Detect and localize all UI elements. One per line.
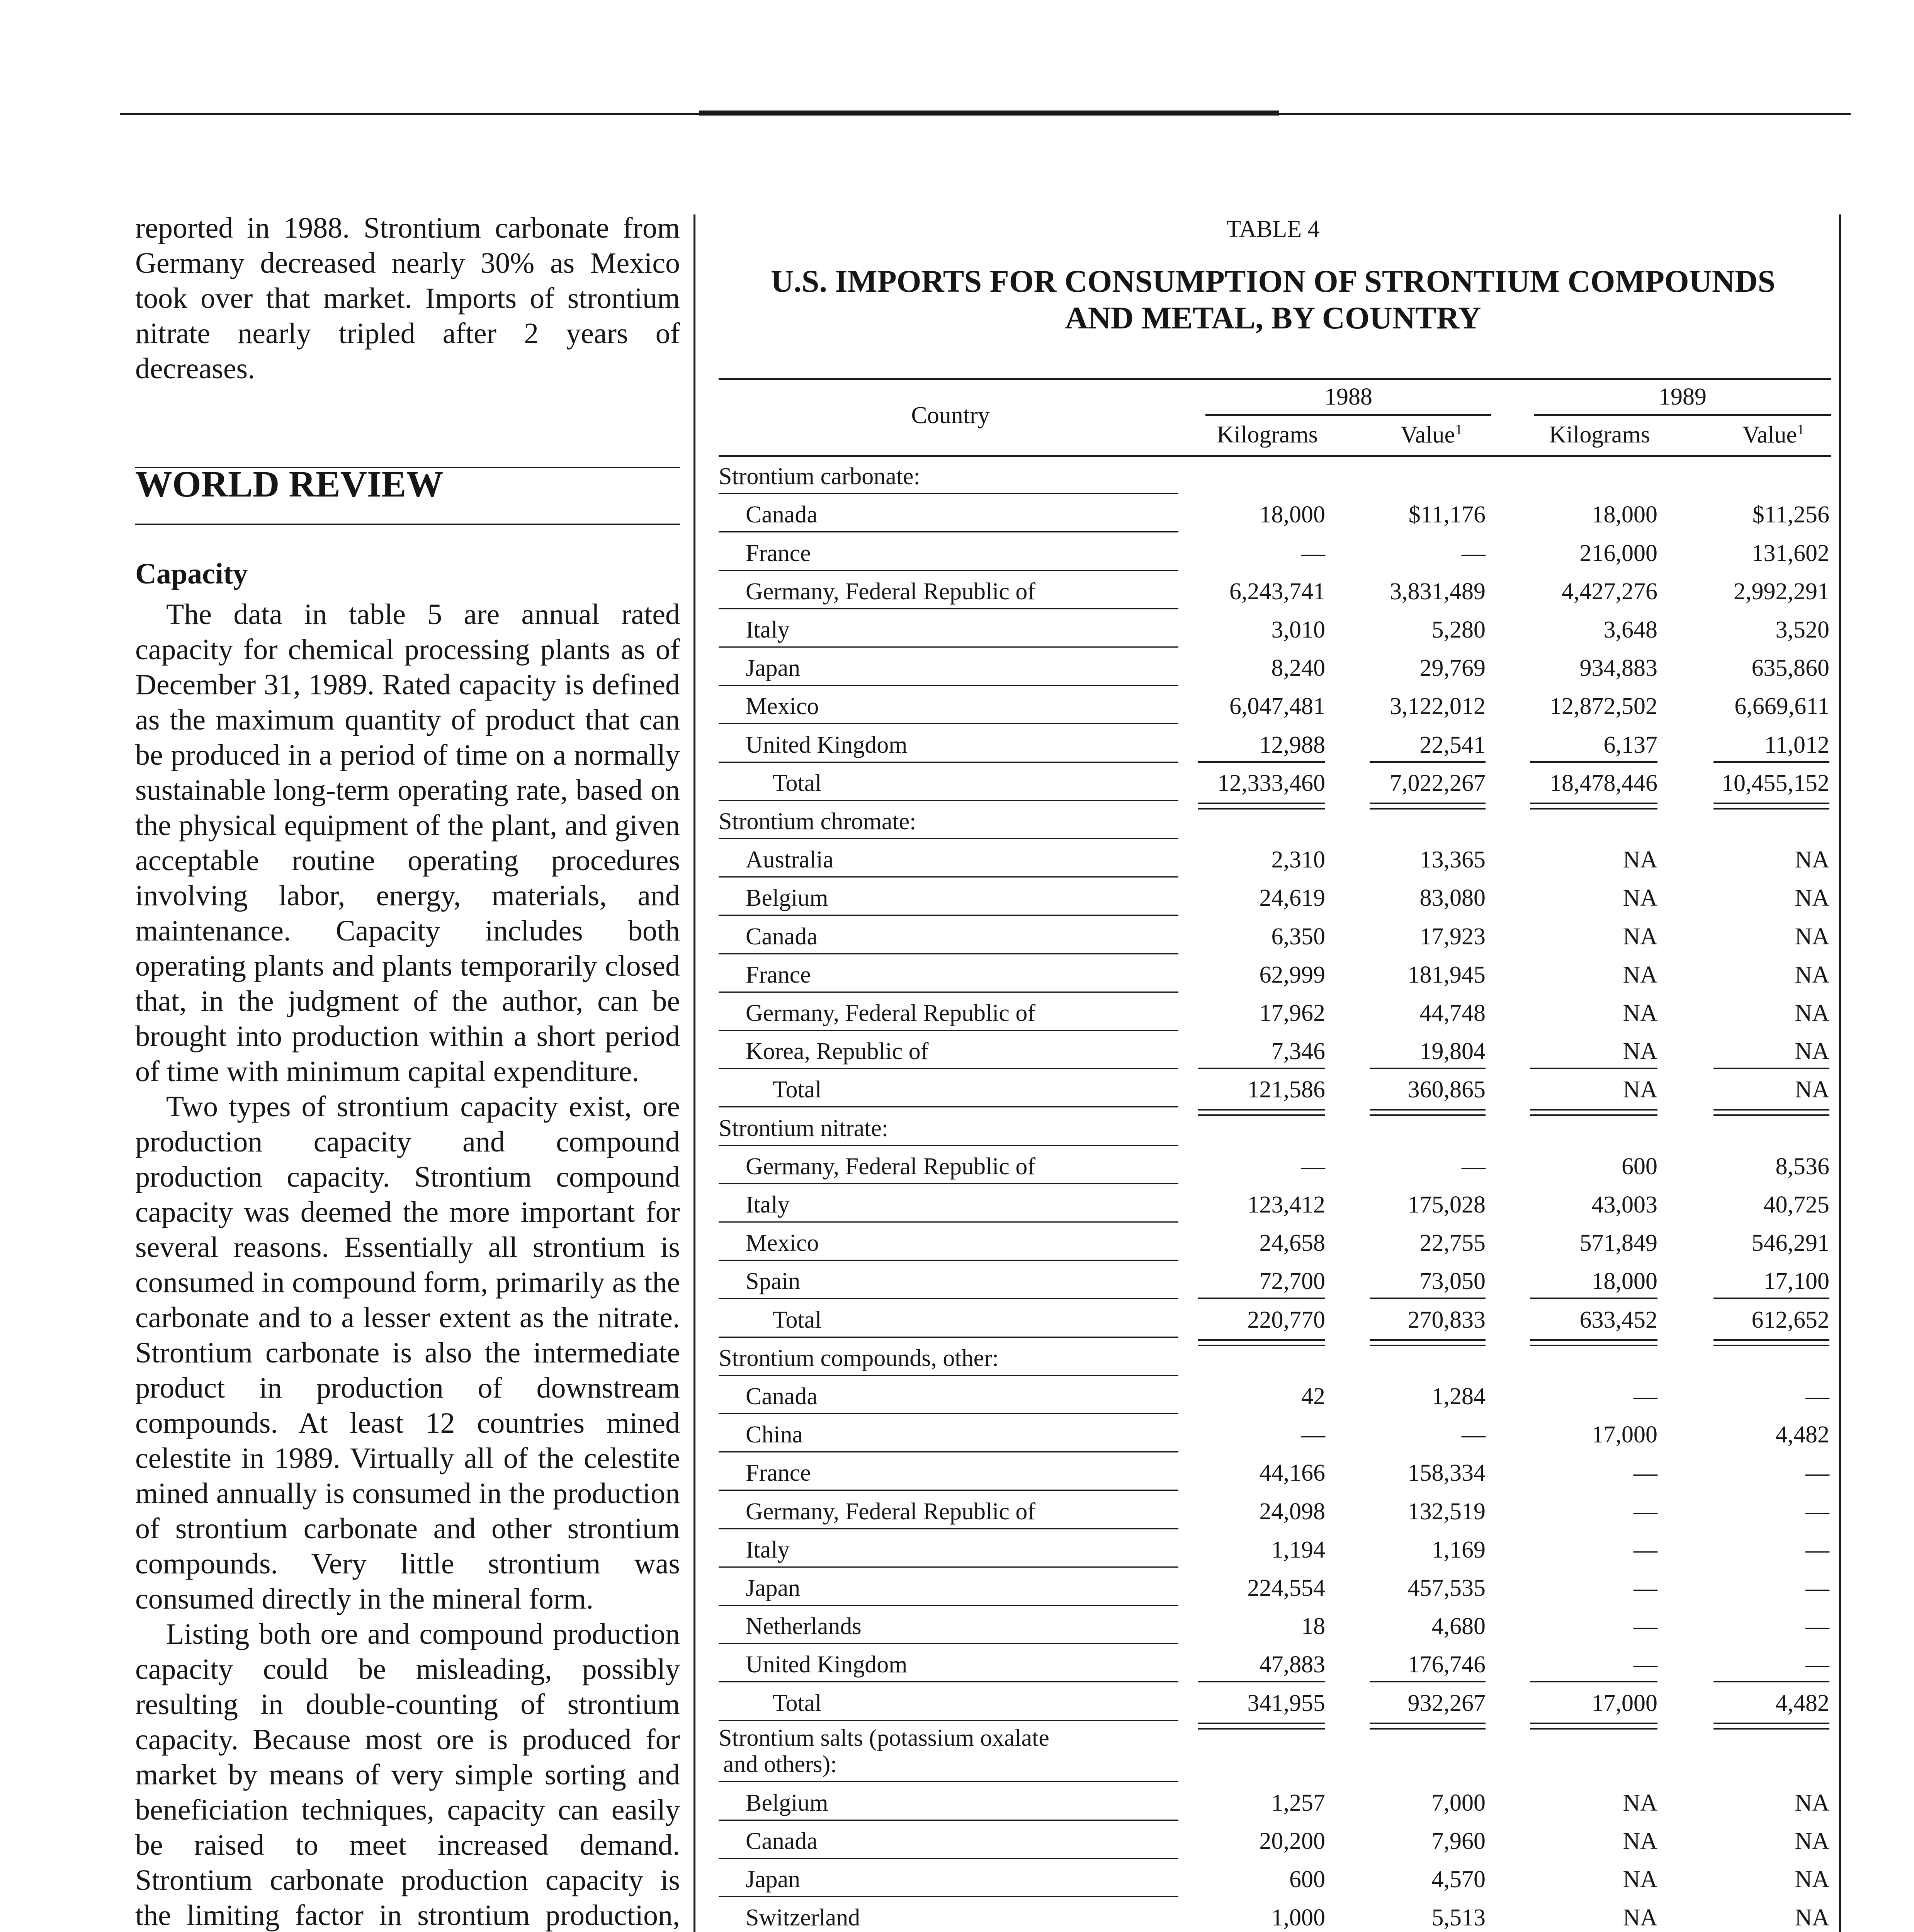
cell-value: 24,098 <box>1259 1498 1325 1525</box>
table-total-row <box>719 763 1831 801</box>
subheading: Capacity <box>135 558 248 590</box>
cell-value: NA <box>1795 1828 1829 1854</box>
cell-value: 18,000 <box>1591 502 1657 528</box>
table-row <box>719 1031 1831 1069</box>
table-row <box>719 532 1831 571</box>
cell-value: 47,883 <box>1259 1651 1325 1678</box>
cell-value: 4,680 <box>1431 1613 1486 1640</box>
header-value-1988: Value$^1$ <box>1400 422 1463 448</box>
cell-value: $11,176 <box>1408 502 1486 528</box>
cell-value: — <box>1805 1575 1829 1601</box>
row-label: Strontium salts (potassium oxalate <box>719 1725 1049 1751</box>
row-label: Italy <box>746 1536 790 1563</box>
cell-value: 7,346 <box>1271 1038 1325 1065</box>
cell-value: 17,000 <box>1591 1690 1657 1716</box>
cell-value: 3,831,489 <box>1390 578 1486 605</box>
column-divider-left <box>694 214 695 1932</box>
table-title-line: U.S. IMPORTS FOR CONSUMPTION OF STRONTIUM COMPOUNDS <box>771 264 1775 299</box>
table-row <box>719 916 1831 954</box>
table-row <box>719 993 1831 1031</box>
row-label: Japan <box>746 1575 801 1601</box>
cell-value: 3,648 <box>1603 616 1657 643</box>
header-kilograms-1989: Kilograms <box>1549 422 1650 448</box>
cell-value: 18,478,446 <box>1550 770 1657 796</box>
cell-value: 216,000 <box>1579 540 1657 566</box>
row-label: Strontium nitrate: <box>719 1115 889 1141</box>
cell-value: — <box>1805 1498 1829 1525</box>
cell-value: 635,860 <box>1751 655 1829 682</box>
cell-value: — <box>1634 1613 1657 1640</box>
cell-value: — <box>1462 1422 1486 1448</box>
row-label: Japan <box>746 655 801 682</box>
cell-value: 83,080 <box>1419 885 1486 912</box>
table-row <box>719 1859 1831 1897</box>
cell-value: 7,960 <box>1431 1828 1486 1854</box>
cell-value: 42 <box>1301 1383 1325 1410</box>
cell-value: 6,137 <box>1603 731 1657 758</box>
section-rule-bottom <box>135 524 680 525</box>
table-row <box>719 1184 1831 1223</box>
header-year-1988: 1988 <box>1324 384 1372 410</box>
row-label: Japan <box>746 1866 801 1893</box>
row-label: United Kingdom <box>746 1651 908 1678</box>
cell-value: — <box>1634 1383 1657 1410</box>
cell-value: — <box>1634 1536 1657 1563</box>
cell-value: 18,000 <box>1259 502 1325 528</box>
cell-value: 121,586 <box>1247 1077 1325 1103</box>
cell-value: 360,865 <box>1407 1077 1486 1103</box>
cell-value: NA <box>1795 923 1829 950</box>
cell-value: 19,804 <box>1419 1038 1486 1065</box>
row-label: Spain <box>746 1268 801 1295</box>
cell-value: 7,022,267 <box>1390 770 1486 796</box>
cell-value: 158,334 <box>1407 1460 1486 1486</box>
cell-value: 1,000 <box>1271 1905 1325 1931</box>
cell-value: NA <box>1795 1077 1829 1103</box>
cell-value: 4,482 <box>1775 1690 1829 1716</box>
body-paragraph: Two types of strontium capacity exist, ore production capacity and compound production capacity. Strontium compound capacity was deemed the more important for several reasons. Essentially all strontium is consumed in compound form, primarily as the carbonate and to a lesser extent as the nitrate. Strontium carbonate is also the intermediate product in production of downstream compounds. At least 12 countries mined celestite in 1989. Virtually all of the celestite mined annually is consumed in the production of strontium carbonate and other strontium compounds. Very little strontium was consumed directly in the mineral form. <box>135 1090 680 1615</box>
row-label: Strontium compounds, other: <box>719 1345 999 1371</box>
row-label: China <box>746 1422 803 1448</box>
cell-value: 40,725 <box>1763 1191 1829 1218</box>
cell-value: 44,748 <box>1419 1000 1486 1026</box>
row-label: Canada <box>746 1828 818 1854</box>
cell-value: 17,962 <box>1259 1000 1325 1026</box>
cell-value: 18,000 <box>1591 1268 1657 1295</box>
header-value-1989: Value$^1$ <box>1742 422 1805 448</box>
row-label: Total <box>773 770 822 796</box>
row-label: Germany, Federal Republic of <box>746 1498 1036 1525</box>
cell-value: 2,310 <box>1271 847 1325 873</box>
cell-value: NA <box>1623 1905 1657 1931</box>
table-row <box>719 954 1831 993</box>
cell-value: 22,755 <box>1419 1230 1486 1257</box>
cell-value: NA <box>1795 847 1829 873</box>
body-paragraph: The data in table 5 are annual rated capacity for chemical processing plants as of December 31, 1989. Rated capacity is defined as the maximum quantity of product that can be produced in a period of time on a normally sustainable long-term operating rate, based on the physical equipment of the plant, and given acceptable routine operating procedures involving labor, energy, materials, and maintenance. Capacity includes both operating plants and plants temporarily closed that, in the judgment of the author, can be brought into production within a short period of time with minimum capital expenditure. <box>135 598 680 1088</box>
cell-value: 6,047,481 <box>1229 693 1325 720</box>
row-label: France <box>746 540 811 566</box>
cell-value: NA <box>1623 1000 1657 1026</box>
cell-value: 12,333,460 <box>1217 770 1325 796</box>
cell-value: NA <box>1623 1077 1657 1103</box>
cell-value: 17,100 <box>1763 1268 1829 1295</box>
table-title-line: AND METAL, BY COUNTRY <box>1065 300 1481 335</box>
table-row <box>719 1897 1831 1932</box>
section-heading: WORLD REVIEW <box>135 463 444 505</box>
table-row <box>719 609 1831 648</box>
cell-value: NA <box>1623 885 1657 912</box>
cell-value: 934,883 <box>1579 655 1657 682</box>
cell-value: NA <box>1795 961 1829 988</box>
table-section-row <box>719 1338 1831 1376</box>
cell-value: 3,010 <box>1271 616 1325 643</box>
cell-value: NA <box>1795 1789 1829 1816</box>
cell-value: 341,955 <box>1247 1690 1325 1716</box>
cell-value: — <box>1805 1651 1829 1678</box>
cell-value: 176,746 <box>1407 1651 1486 1678</box>
table-label: TABLE 4 <box>1226 216 1320 242</box>
cell-value: — <box>1805 1460 1829 1486</box>
cell-value: 5,513 <box>1431 1905 1486 1931</box>
cell-value: — <box>1634 1498 1657 1525</box>
table-row <box>719 686 1831 724</box>
row-label: France <box>746 961 811 988</box>
cell-value: 8,240 <box>1271 655 1325 682</box>
column-divider-right <box>1839 214 1841 1932</box>
cell-value: 12,988 <box>1259 731 1325 758</box>
row-label: Total <box>773 1077 822 1103</box>
row-label: Belgium <box>746 1789 828 1816</box>
cell-value: 1,169 <box>1431 1536 1486 1563</box>
cell-value: NA <box>1623 1038 1657 1065</box>
cell-value: — <box>1805 1383 1829 1410</box>
cell-value: 10,455,152 <box>1722 770 1829 796</box>
row-label: Mexico <box>746 693 819 720</box>
cell-value: 2,992,291 <box>1734 578 1829 605</box>
row-label: Italy <box>746 1191 790 1218</box>
table-row <box>719 1606 1831 1644</box>
cell-value: — <box>1301 540 1325 566</box>
table-row <box>719 1223 1831 1261</box>
cell-value: 12,872,502 <box>1550 693 1657 720</box>
table-row <box>719 1644 1831 1682</box>
cell-value: 5,280 <box>1431 616 1486 643</box>
row-label: Germany, Federal Republic of <box>746 578 1036 605</box>
body-text <box>135 597 680 1932</box>
table-row <box>719 1452 1831 1491</box>
row-label: Mexico <box>746 1230 819 1257</box>
cell-value: — <box>1634 1575 1657 1601</box>
table-row <box>719 1376 1831 1414</box>
cell-value: 457,535 <box>1407 1575 1486 1601</box>
cell-value: 44,166 <box>1259 1460 1325 1486</box>
row-label-continued: and others): <box>723 1751 837 1778</box>
row-label: Netherlands <box>746 1613 862 1640</box>
cell-value: 224,554 <box>1247 1575 1325 1601</box>
row-label: Belgium <box>746 885 828 912</box>
row-label: Italy <box>746 616 790 643</box>
row-label: United Kingdom <box>746 731 908 758</box>
cell-value: 72,700 <box>1259 1268 1325 1295</box>
cell-value: 270,833 <box>1407 1306 1486 1333</box>
cell-value: 633,452 <box>1579 1306 1657 1333</box>
cell-value: 24,658 <box>1259 1230 1325 1257</box>
cell-value: 6,669,611 <box>1734 693 1829 720</box>
cell-value: 24,619 <box>1259 885 1325 912</box>
cell-value: 62,999 <box>1259 961 1325 988</box>
table-row <box>719 839 1831 878</box>
cell-value: 1,284 <box>1431 1383 1486 1410</box>
cell-value: 22,541 <box>1419 731 1486 758</box>
cell-value: — <box>1805 1536 1829 1563</box>
table-row <box>719 1529 1831 1568</box>
row-label: France <box>746 1460 811 1486</box>
row-label: Total <box>773 1306 822 1333</box>
table-row <box>719 1491 1831 1529</box>
row-label: Strontium chromate: <box>719 808 916 835</box>
table-section-row <box>719 1721 1831 1782</box>
cell-value: $11,256 <box>1752 502 1829 528</box>
cell-value: NA <box>1795 1038 1829 1065</box>
cell-value: 4,570 <box>1431 1866 1486 1893</box>
cell-value: 17,000 <box>1591 1422 1657 1448</box>
row-label: Korea, Republic of <box>746 1038 929 1065</box>
table-total-row <box>719 1682 1831 1721</box>
table-row <box>719 1146 1831 1184</box>
cell-value: 73,050 <box>1419 1268 1486 1295</box>
row-label: Canada <box>746 502 818 528</box>
cell-value: — <box>1462 1153 1486 1180</box>
table-row <box>719 1821 1831 1859</box>
cell-value: 20,200 <box>1259 1828 1325 1854</box>
cell-value: — <box>1634 1460 1657 1486</box>
table-section-row <box>719 1107 1831 1146</box>
cell-value: 8,536 <box>1775 1153 1829 1180</box>
cell-value: NA <box>1795 1905 1829 1931</box>
cell-value: 4,482 <box>1775 1422 1829 1448</box>
table-section-row <box>719 801 1831 839</box>
row-label: Canada <box>746 923 818 950</box>
row-label: Total <box>773 1690 822 1716</box>
table-section-row <box>719 456 1831 494</box>
cell-value: NA <box>1795 885 1829 912</box>
header-kilograms-1988: Kilograms <box>1217 422 1318 448</box>
row-label: Canada <box>746 1383 818 1410</box>
cell-value: NA <box>1795 1000 1829 1026</box>
table-top-rule <box>719 378 1831 380</box>
table-row <box>719 494 1831 532</box>
table-row <box>719 1261 1831 1299</box>
cell-value: NA <box>1623 1866 1657 1893</box>
cell-value: 546,291 <box>1751 1230 1829 1257</box>
row-label: Strontium carbonate: <box>719 463 920 490</box>
cell-value: 132,519 <box>1407 1498 1486 1525</box>
header-year-1988-rule <box>1205 414 1491 416</box>
cell-value: NA <box>1623 1828 1657 1854</box>
table-total-row <box>719 1069 1831 1107</box>
table-row <box>719 648 1831 686</box>
cell-value: 612,652 <box>1751 1306 1829 1333</box>
table-row <box>719 1568 1831 1606</box>
row-label: Switzerland <box>746 1905 860 1931</box>
cell-value: 3,122,012 <box>1390 693 1486 720</box>
cell-value: 131,602 <box>1751 540 1829 566</box>
cell-value: NA <box>1623 923 1657 950</box>
header-country: Country <box>911 402 990 429</box>
cell-value: 17,923 <box>1419 923 1486 950</box>
cell-value: — <box>1462 540 1486 566</box>
top-rule-thick <box>699 111 1279 116</box>
cell-value: 571,849 <box>1579 1230 1657 1257</box>
cell-value: NA <box>1795 1866 1829 1893</box>
table-row <box>719 878 1831 916</box>
header-year-1989-rule <box>1534 414 1831 416</box>
cell-value: 29,769 <box>1419 655 1486 682</box>
cell-value: 1,257 <box>1271 1789 1325 1816</box>
cell-value: 123,412 <box>1247 1191 1325 1218</box>
cell-value: NA <box>1623 847 1657 873</box>
cell-value: 7,000 <box>1431 1789 1486 1816</box>
cell-value: NA <box>1623 961 1657 988</box>
intro-text <box>135 211 680 386</box>
table-row <box>719 724 1831 762</box>
table-row <box>719 1414 1831 1452</box>
cell-value: 600 <box>1622 1153 1657 1180</box>
cell-value: 6,350 <box>1271 923 1325 950</box>
body-paragraph: Listing both ore and compound production capacity could be misleading, possibly resulting in double-counting of strontium capacity. Because most ore is produced for market by means of very simple sorting and beneficiation techniques, capacity can easily be raised to meet increased demand. Strontium carbonate production capacity is the limiting factor in strontium production, <box>135 1618 680 1932</box>
table-row <box>719 1782 1831 1820</box>
cell-value: 600 <box>1289 1866 1325 1893</box>
cell-value: 4,427,276 <box>1562 578 1657 605</box>
table-total-row <box>719 1299 1831 1337</box>
cell-value: 181,945 <box>1407 961 1486 988</box>
intro-paragraph: reported in 1988. Strontium carbonate from Germany decreased nearly 30% as Mexico took over that market. Imports of strontium nitrate nearly tripled after 2 years of decreases. <box>135 212 680 385</box>
table-title <box>715 263 1831 336</box>
cell-value: 13,365 <box>1419 847 1486 873</box>
cell-value: 220,770 <box>1247 1306 1325 1333</box>
cell-value: 932,267 <box>1407 1690 1486 1716</box>
cell-value: 11,012 <box>1764 731 1829 758</box>
cell-value: 175,028 <box>1407 1191 1486 1218</box>
cell-value: — <box>1301 1422 1325 1448</box>
cell-value: 1,194 <box>1271 1536 1325 1563</box>
row-label: Germany, Federal Republic of <box>746 1000 1036 1026</box>
cell-value: 43,003 <box>1591 1191 1657 1218</box>
cell-value: 18 <box>1301 1613 1325 1640</box>
cell-value: — <box>1301 1153 1325 1180</box>
row-label: Australia <box>746 847 834 873</box>
cell-value: 6,243,741 <box>1229 578 1325 605</box>
cell-value: NA <box>1623 1789 1657 1816</box>
header-year-1989: 1989 <box>1659 384 1707 410</box>
cell-value: — <box>1634 1651 1657 1678</box>
cell-value: — <box>1805 1613 1829 1640</box>
row-label: Germany, Federal Republic of <box>746 1153 1036 1180</box>
table-row <box>719 571 1831 609</box>
cell-value: 3,520 <box>1775 616 1829 643</box>
